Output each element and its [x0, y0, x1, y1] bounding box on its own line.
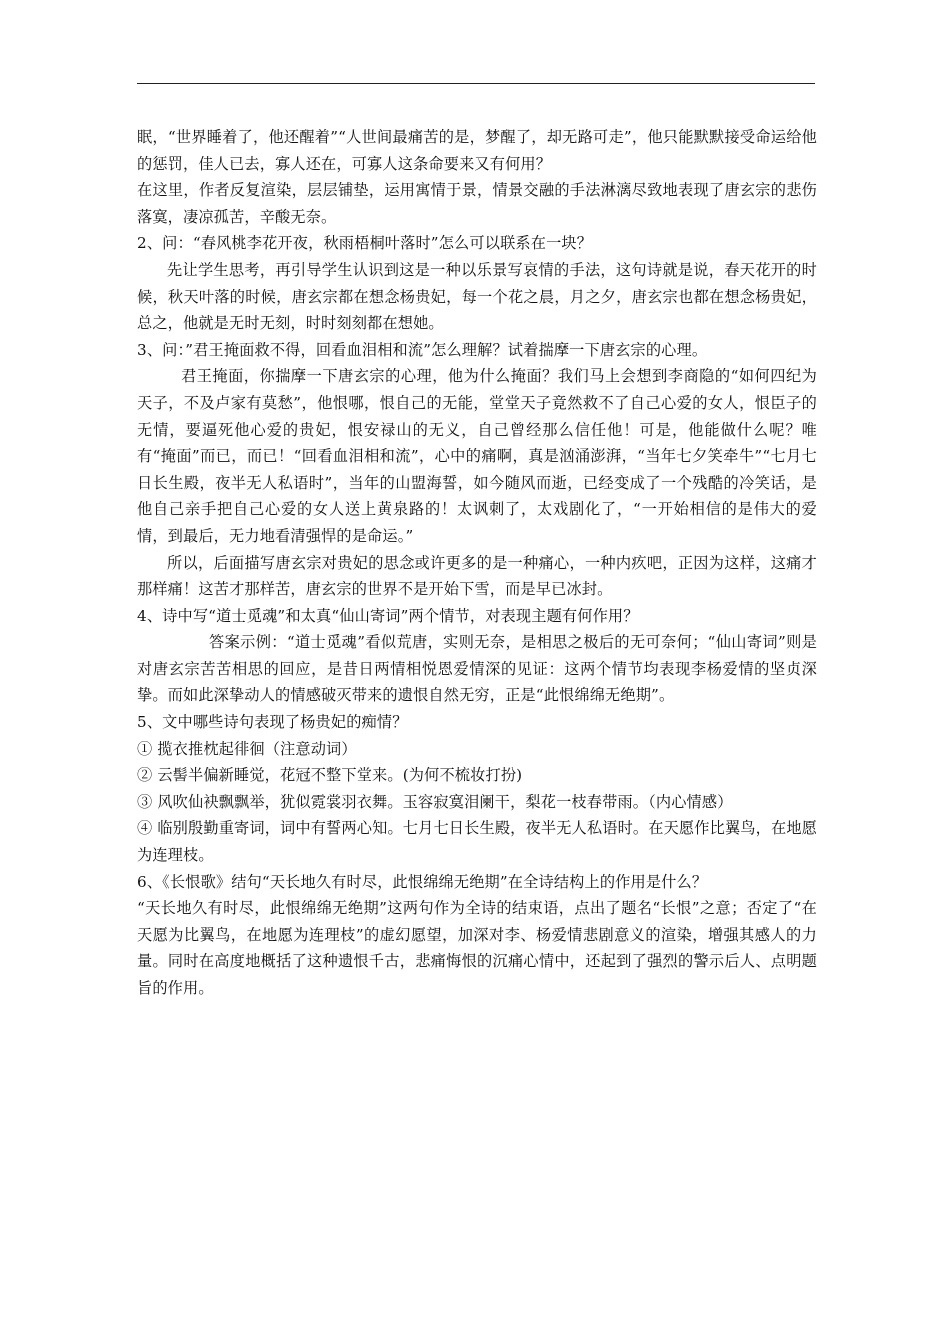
answer-4: 答案示例：“道士觅魂”看似荒唐，实则无奈，是相思之极后的无可奈何；“仙山寄词”则是对唐玄宗苦苦相思的回应，是昔日两情相悦恩爱情深的见证：这两个情节均表现李杨爱情的坚贞深挚。而如此深挚动人的情感破灭带来的遗恨自然无穷，正是“此恨绵绵无绝期”。	[137, 633, 817, 705]
document-body	[137, 124, 817, 1002]
list-item-1: ① 揽衣推枕起徘徊（注意动词）	[137, 739, 357, 758]
header-rule	[137, 83, 815, 84]
question-5: 5、文中哪些诗句表现了杨贵妃的痴情？	[137, 713, 408, 732]
answer-3: 君王掩面，你揣摩一下唐玄宗的心理，他为什么掩面？我们马上会想到李商隐的“如何四纪为天子，不及卢家有莫愁”，他恨哪，恨自己的无能，堂堂天子竟然救不了自己心爱的女人，恨臣子的无情，要逼死他心爱的贵妃，恨安禄山的无义，自己曾经那么信任他！可是，他能做什么呢？唯有“掩面”而已，而已！“回看血泪相和流”，心中的痛啊，真是汹涌澎湃，“当年七夕笑牵牛”“七月七日长生殿，夜半无人私语时”，当年的山盟海誓，如今随风而逝，已经变成了一个残酷的冷笑话，是他自己亲手把自己心爱的女人送上黄泉路的！太讽刺了，太戏剧化了，“一开始相信的是伟大的爱情，到最后，无力地看清强悍的是命运。”	[137, 367, 817, 545]
list-item-3: ③ 风吹仙袂飘飘举，犹似霓裳羽衣舞。玉容寂寞泪阑干，梨花一枝春带雨。（内心情感）	[137, 792, 733, 811]
question-4: 4、诗中写“道士觅魂”和太真“仙山寄词”两个情节，对表现主题有何作用？	[137, 606, 639, 625]
paragraph-continuation: 眠，“世界睡着了，他还醒着”“人世间最痛苦的是，梦醒了，却无路可走”，他只能默默接受命运给他的惩罚，佳人已去，寡人还在，可寡人这条命要来又有何用？	[137, 128, 817, 173]
question-6: 6、《长恨歌》结句“天长地久有时尽，此恨绵绵无绝期”在全诗结构上的作用是什么？	[137, 872, 708, 891]
answer-6: “天长地久有时尽，此恨绵绵无绝期”这两句作为全诗的结束语，点出了题名“长恨”之意；否定了“在天愿为比翼鸟，在地愿为连理枝”的虚幻愿望，加深对李、杨爱情悲剧意义的渲染，增强其感人的力量。同时在高度地概括了这种遗恨千古，悲痛悔恨的沉痛心情中，还起到了强烈的警示后人、点明题旨的作用。	[137, 899, 817, 997]
answer-2: 先让学生思考，再引导学生认识到这是一种以乐景写哀情的手法，这句诗就是说，春天花开的时候，秋天叶落的时候，唐玄宗都在想念杨贵妃，每一个花之晨，月之夕，唐玄宗也都在想念杨贵妃，总之，他就是无时无刻，时时刻刻都在想她。	[137, 260, 817, 333]
paragraph-summary: 在这里，作者反复渲染，层层铺垫，运用寓情于景，情景交融的手法淋漓尽致地表现了唐玄宗的悲伤落寞，凄凉孤苦，辛酸无奈。	[137, 181, 817, 226]
question-2: 2、问：“春风桃李花开夜，秋雨梧桐叶落时”怎么可以联系在一块？	[137, 234, 593, 253]
list-item-4: ④ 临别殷勤重寄词，词中有誓两心知。七月七日长生殿，夜半无人私语时。在天愿作比翼鸟，在地愿为连理枝。	[137, 819, 817, 865]
list-item-2: ② 云髻半偏新睡觉，花冠不整下堂来。(为何不梳妆打扮)	[137, 766, 523, 785]
question-3: 3、问：”君王掩面救不得，回看血泪相和流”怎么理解？试着揣摩一下唐玄宗的心理。	[137, 340, 708, 359]
answer-3-continued: 所以，后面描写唐玄宗对贵妃的思念或许更多的是一种痛心，一种内疚吧，正因为这样，这痛才那样痛！这苦才那样苦，唐玄宗的世界不是开始下雪，而是早已冰封。	[137, 553, 817, 599]
